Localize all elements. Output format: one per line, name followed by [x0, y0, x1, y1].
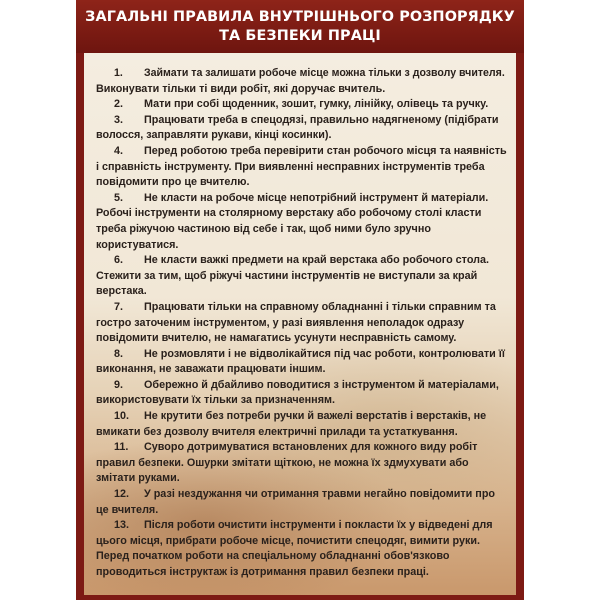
rule-indent — [96, 145, 114, 157]
rule-continuation-line: вмикати без дозволу вчителя електричні прилади та устаткування. — [96, 425, 458, 438]
rule-indent — [96, 114, 114, 126]
rule-first-line — [96, 347, 510, 363]
rule-continuation-line: Стежити за тим, щоб ріжучі частини інструментів не виступали за край — [96, 269, 478, 282]
rule-continuation-line: волосся, заправляти рукави, кінці косинки). — [96, 129, 332, 142]
rule-continuation-line: змітати руками. — [96, 472, 180, 485]
rule-number: 8. — [114, 347, 124, 360]
rule-item — [96, 66, 510, 97]
rule-item — [96, 347, 510, 378]
rule-text: Працювати тільки на справному обладнанні і тільки справним та — [144, 300, 496, 313]
rule-first-line — [96, 191, 510, 207]
rule-number: 2. — [114, 98, 124, 111]
rule-first-line — [96, 440, 510, 456]
rule-continuation-line: повідомити про це вчителю. — [96, 176, 250, 189]
rule-first-line — [96, 113, 510, 129]
rule-number: 9. — [114, 378, 124, 391]
rule-continuation-line: треба ріжучою частиною від себе і так, щоб ними було зручно — [96, 222, 431, 235]
rule-number: 1. — [114, 67, 123, 79]
rule-item — [96, 378, 510, 409]
rule-continuation-line: Перед початком роботи на спеціальному обладнанні обов'язково — [96, 550, 450, 563]
rule-first-line — [96, 487, 510, 503]
rule-number: 6. — [114, 254, 124, 267]
rule-indent — [96, 67, 114, 79]
safety-rules-poster — [76, 0, 524, 600]
rule-indent — [96, 379, 114, 391]
rule-continuation-line: використовувати їх тільки за призначенням. — [96, 394, 335, 407]
rule-continuation-line: гостро заточеним інструментом, у разі виявлення неполадок одразу — [96, 316, 465, 329]
rule-first-line — [96, 300, 510, 316]
rule-continuation-line: правил безпеки. Ошурки змітати щіткою, не можна їх здмухувати або — [96, 456, 469, 469]
rule-item — [96, 440, 510, 487]
rule-text: Не крутити без потреби ручки й важелі верстатів і верстаків, не — [144, 410, 487, 423]
rule-text: Після роботи очистити інструменти і покласти їх у відведені для — [144, 519, 493, 532]
rule-item — [96, 191, 510, 253]
rule-first-line — [96, 409, 510, 425]
rule-number: 4. — [114, 144, 124, 157]
rule-number: 13. — [114, 519, 130, 532]
rule-indent — [96, 301, 114, 313]
rule-number: 11. — [114, 441, 129, 454]
rules-panel — [84, 53, 516, 595]
rule-continuation-line: виконання, не заважати працювати іншим. — [96, 363, 326, 376]
rule-item — [96, 253, 510, 300]
rules-list — [96, 66, 510, 581]
poster-header — [76, 0, 524, 53]
rule-item — [96, 144, 510, 191]
rule-text: Мати при собі щоденник, зошит, гумку, лінійку, олівець та ручку. — [144, 98, 489, 111]
rule-text: У разі нездужання чи отримання травми негайно повідомити про — [144, 488, 496, 501]
rule-indent — [96, 410, 114, 422]
rule-text: Не класти важкі предмети на край верстака або робочого стола. — [144, 254, 490, 267]
rule-item — [96, 97, 510, 113]
rule-first-line — [96, 253, 510, 269]
rule-indent — [96, 254, 114, 266]
rule-continuation-line: повідомити вчителю, не намагатись усунути несправність самому. — [96, 332, 457, 345]
rule-indent — [96, 348, 114, 360]
rule-continuation-line: і справність інструменту. При виявленні несправних інструментів треба — [96, 160, 485, 173]
rule-indent — [96, 441, 114, 453]
rule-text: Обережно й дбайливо поводитися з інструментом й матеріалами, — [144, 378, 499, 391]
poster-title-line-2: ТА БЕЗПЕКИ ПРАЦІ — [219, 27, 381, 44]
rule-first-line — [96, 518, 510, 534]
rule-continuation-line: користуватися. — [96, 238, 179, 251]
rule-item — [96, 518, 510, 580]
rule-continuation-line: верстака. — [96, 285, 147, 298]
rule-first-line — [96, 97, 510, 113]
rule-text: Не класти на робоче місце непотрібний інструмент й матеріали. — [144, 191, 489, 204]
rule-indent — [96, 98, 114, 110]
rule-continuation-line: це вчителя. — [96, 503, 159, 516]
rule-indent — [96, 192, 114, 204]
rule-number: 10. — [114, 410, 130, 423]
rule-first-line — [96, 378, 510, 394]
rule-number: 12. — [114, 488, 130, 501]
rule-first-line — [96, 144, 510, 160]
rule-text: Працювати треба в спецодязі, правильно надягненому (підібрати — [144, 113, 499, 126]
rule-item — [96, 300, 510, 347]
rule-item — [96, 113, 510, 144]
rule-number: 7. — [114, 300, 124, 313]
rule-text: Не розмовляти і не відволікайтися під час роботи, контролювати її — [144, 347, 505, 360]
rule-item — [96, 409, 510, 440]
rule-text: Суворо дотримуватися встановлених для кожного виду робіт — [144, 441, 478, 454]
rule-first-line — [96, 66, 510, 82]
rule-item — [96, 487, 510, 518]
rule-number: 5. — [114, 191, 124, 204]
rule-continuation-line: Робочі інструменти на столярному верстаку або робочому столі класти — [96, 207, 482, 220]
rule-continuation-line: проводиться інструктаж із дотримання правил безпеки праці. — [96, 566, 429, 578]
rule-text: Займати та залишати робоче місце можна тільки з дозволу вчителя. — [144, 67, 505, 79]
poster-title-line-1: ЗАГАЛЬНІ ПРАВИЛА ВНУТРІШНЬОГО РОЗПОРЯДКУ — [85, 8, 515, 25]
rule-text: Перед роботою треба перевірити стан робочого місця та наявність — [144, 144, 507, 157]
rule-continuation-line: цього місця, прибрати робоче місце, почистити спецодяг, вимити руки. — [96, 534, 481, 547]
rule-indent — [96, 519, 114, 531]
rule-indent — [96, 488, 114, 500]
rule-number: 3. — [114, 113, 124, 126]
rule-continuation-line: Виконувати тільки ті види робіт, які доручає вчитель. — [96, 82, 386, 95]
